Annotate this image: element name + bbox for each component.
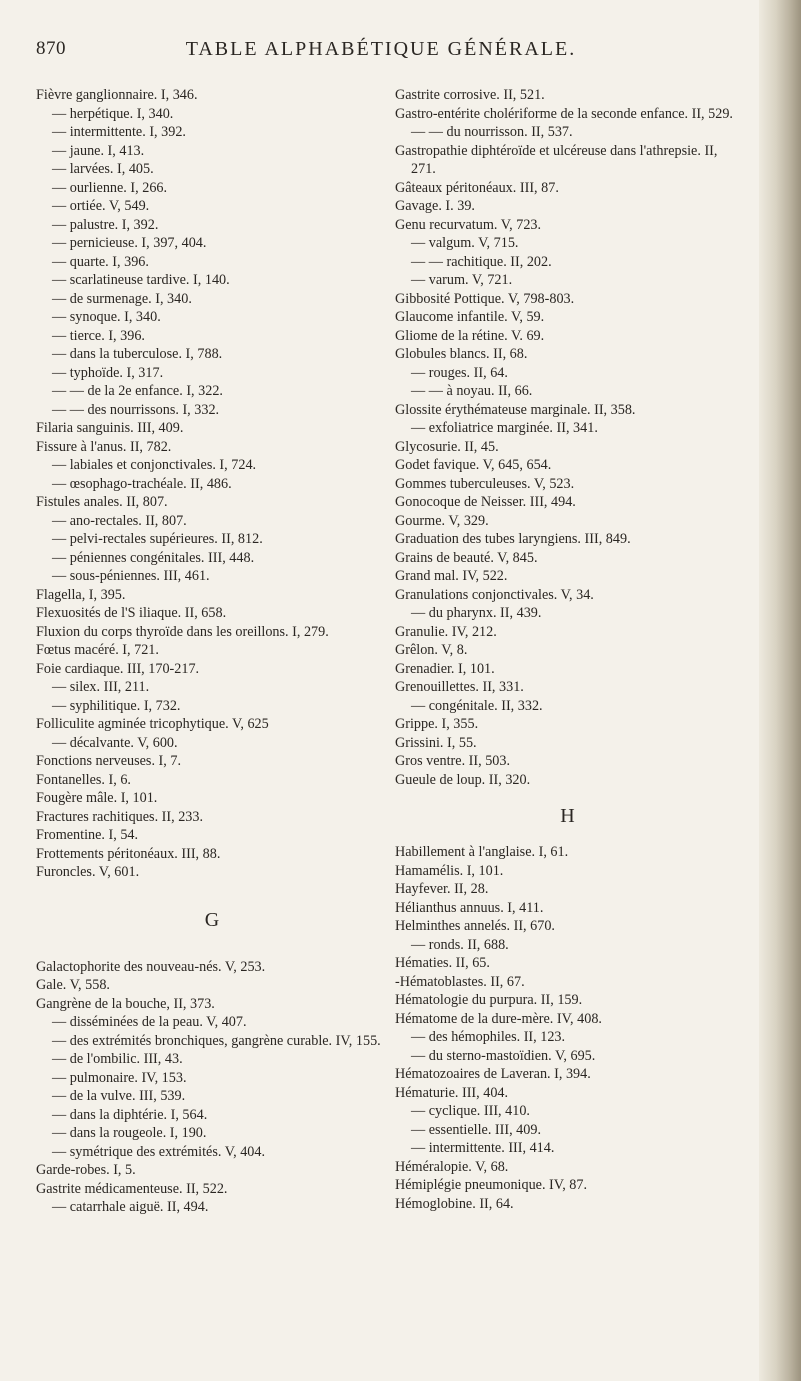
index-subentry: — tierce. I, 396. <box>52 327 145 344</box>
index-subentry: — syphilitique. I, 732. <box>52 697 181 714</box>
index-entry: Hélianthus annuus. I, 411. <box>395 899 544 916</box>
index-entry: Héméralopie. V, 68. <box>395 1158 509 1175</box>
index-entry: Godet favique. V, 645, 654. <box>395 457 552 473</box>
index-entry: Hémoglobine. II, 64. <box>395 1195 514 1212</box>
index-subentry: — congénitale. II, 332. <box>411 697 543 714</box>
index-entry: Gonocoque de Neisser. III, 494. <box>395 494 576 510</box>
index-subentry: — pulmonaire. IV, 153. <box>52 1069 187 1086</box>
index-subentry: — jaune. I, 413. <box>52 142 145 159</box>
index-entry: Globules blancs. II, 68. <box>395 346 528 362</box>
index-entry: Hémiplégie pneumonique. IV, 87. <box>395 1177 588 1193</box>
index-subentry: — disséminées de la peau. V, 407. <box>52 1014 247 1030</box>
index-entry: Hayfever. II, 28. <box>395 881 489 897</box>
index-subentry: — — à noyau. II, 66. <box>411 383 533 399</box>
index-subentry: — quarte. I, 396. <box>52 253 149 270</box>
section-heading: G <box>204 908 220 931</box>
index-entry: Frottements péritonéaux. III, 88. <box>36 845 221 862</box>
index-entry: Glycosurie. II, 45. <box>395 438 499 455</box>
index-subentry: — de la vulve. III, 539. <box>52 1088 186 1104</box>
index-subentry: — rouges. II, 64. <box>411 364 508 381</box>
index-entry: Fougère mâle. I, 101. <box>36 790 158 806</box>
index-subentry: — cyclique. III, 410. <box>411 1103 530 1119</box>
page-number: 870 <box>36 38 66 59</box>
index-entry: Gourme. V, 329. <box>395 512 489 529</box>
index-entry: Fonctions nerveuses. I, 7. <box>36 753 182 769</box>
index-entry: Grand mal. IV, 522. <box>395 568 508 584</box>
index-entry: Fractures rachitiques. II, 233. <box>36 808 204 825</box>
index-entry: Flexuosités de l'S iliaque. II, 658. <box>36 605 227 621</box>
index-subentry: — pernicieuse. I, 397, 404. <box>52 235 207 251</box>
section-heading: H <box>560 805 575 827</box>
index-subentry: — décalvante. V, 600. <box>52 734 178 751</box>
index-entry: Fromentine. I, 54. <box>36 827 139 843</box>
index-entry: Gastrite médicamenteuse. II, 522. <box>36 1180 228 1197</box>
index-subentry: — dans la diphtérie. I, 564. <box>52 1106 208 1123</box>
index-entry: Filaria sanguinis. III, 409. <box>36 420 184 436</box>
index-entry: Folliculite agminée tricophytique. V, 625 <box>36 716 269 732</box>
index-subentry: — palustre. I, 392. <box>52 216 159 233</box>
index-entry: Hématies. II, 65. <box>395 955 490 971</box>
index-subentry: — — rachitique. II, 202. <box>411 253 552 270</box>
page-header <box>36 38 726 68</box>
index-entry: Fissure à l'anus. II, 782. <box>36 438 172 455</box>
index-entry: Hématologie du purpura. II, 159. <box>395 992 583 1008</box>
index-subentry: — du sterno-mastoïdien. V, 695. <box>411 1047 596 1064</box>
index-subentry: — dans la tuberculose. I, 788. <box>52 346 223 362</box>
index-subentry: — catarrhale aiguë. II, 494. <box>52 1199 209 1215</box>
index-subentry: — pelvi-rectales supérieures. II, 812. <box>52 531 263 547</box>
index-entry: Habillement à l'anglaise. I, 61. <box>395 844 569 860</box>
index-entry: Hématozoaires de Laveran. I, 394. <box>395 1066 591 1082</box>
index-entry: Hamamélis. I, 101. <box>395 862 504 879</box>
index-subentry: — du pharynx. II, 439. <box>411 605 542 621</box>
index-entry: Gastropathie diphtéroïde et ulcéreuse dans l'athrepsie. II, 271. <box>395 142 718 177</box>
index-entry: Gibbosité Pottique. V, 798-803. <box>395 290 575 307</box>
index-subentry: — ano-rectales. II, 807. <box>52 512 187 529</box>
index-entry: Helminthes annelés. II, 670. <box>395 918 555 934</box>
index-entry: Gastro-entérite cholériforme de la seconde enfance. II, 529. <box>395 105 733 122</box>
index-entry: Glossite érythémateuse marginale. II, 358. <box>395 401 636 418</box>
index-subentry: — des extrémités bronchiques, gangrène curable. IV, 155. <box>52 1032 381 1049</box>
index-subentry: — intermittente. I, 392. <box>52 124 186 140</box>
index-subentry: — synoque. I, 340. <box>52 309 161 325</box>
index-subentry: — dans la rougeole. I, 190. <box>52 1125 207 1141</box>
index-entry: Grenouillettes. II, 331. <box>395 679 524 695</box>
index-subentry: — exfoliatrice marginée. II, 341. <box>411 420 598 436</box>
index-subentry: — symétrique des extrémités. V, 404. <box>52 1143 266 1160</box>
index-entry: Flagella, I, 395. <box>36 586 126 603</box>
index-entry: Gavage. I. 39. <box>395 198 475 214</box>
index-entry: Genu recurvatum. V, 723. <box>395 216 542 233</box>
index-entry: Grains de beauté. V, 845. <box>395 549 538 566</box>
index-entry: Gueule de loup. II, 320. <box>395 771 531 788</box>
index-entry: Fluxion du corps thyroïde dans les oreillons. I, 279. <box>36 623 329 640</box>
index-entry: Foie cardiaque. III, 170-217. <box>36 660 200 677</box>
index-subentry: — — de la 2e enfance. I, 322. <box>52 383 223 399</box>
index-entry: Gommes tuberculeuses. V, 523. <box>395 475 575 492</box>
index-entry: Glaucome infantile. V, 59. <box>395 309 545 325</box>
index-entry: Fœtus macéré. I, 721. <box>36 642 159 658</box>
index-subentry: — œsophago-trachéale. II, 486. <box>52 475 232 492</box>
index-subentry: — péniennes congénitales. III, 448. <box>52 549 255 566</box>
index-entry: Gastrite corrosive. II, 521. <box>395 87 545 103</box>
index-entry: Gliome de la rétine. V. 69. <box>395 327 545 344</box>
page-edge-shadow <box>759 0 801 1381</box>
index-subentry: — silex. III, 211. <box>52 679 150 695</box>
index-entry: Gâteaux péritonéaux. III, 87. <box>395 179 559 196</box>
index-subentry: — ronds. II, 688. <box>411 936 509 953</box>
index-entry: Grêlon. V, 8. <box>395 642 468 658</box>
index-column-left <box>36 86 388 1217</box>
index-entry: Grissini. I, 55. <box>395 734 477 751</box>
index-subentry: — intermittente. III, 414. <box>411 1140 555 1156</box>
index-subentry: — ourlienne. I, 266. <box>52 179 168 196</box>
index-subentry: — scarlatineuse tardive. I, 140. <box>52 272 230 288</box>
index-subentry: — typhoïde. I, 317. <box>52 364 164 381</box>
index-entry: Hématome de la dure-mère. IV, 408. <box>395 1010 602 1027</box>
index-entry: Gros ventre. II, 503. <box>395 753 511 769</box>
index-subentry: — — des nourrissons. I, 332. <box>52 401 220 418</box>
index-subentry: — herpétique. I, 340. <box>52 105 174 122</box>
index-entry: Granulations conjonctivales. V, 34. <box>395 586 594 603</box>
index-subentry: — sous-péniennes. III, 461. <box>52 568 210 584</box>
index-entry: Furoncles. V, 601. <box>36 864 140 880</box>
index-subentry: — de surmenage. I, 340. <box>52 290 192 307</box>
index-column-right <box>395 86 740 1213</box>
index-entry: Fistules anales. II, 807. <box>36 494 168 510</box>
running-head: TABLE ALPHABÉTIQUE GÉNÉRALE. <box>185 38 577 60</box>
index-subentry: — valgum. V, 715. <box>411 235 519 251</box>
index-entry: Graduation des tubes laryngiens. III, 849. <box>395 531 631 547</box>
index-entry: Hématurie. III, 404. <box>395 1084 509 1101</box>
index-entry: Gale. V, 558. <box>36 977 110 993</box>
index-entry: Garde-robes. I, 5. <box>36 1162 136 1178</box>
index-subentry: — — du nourrisson. II, 537. <box>411 124 573 140</box>
index-subentry: — essentielle. III, 409. <box>411 1121 542 1138</box>
index-entry: Fontanelles. I, 6. <box>36 771 131 788</box>
index-subentry: — de l'ombilic. III, 43. <box>52 1051 183 1067</box>
index-subentry: — varum. V, 721. <box>411 272 513 288</box>
index-entry: Grippe. I, 355. <box>395 716 479 732</box>
index-subentry: — larvées. I, 405. <box>52 161 154 177</box>
index-subentry: — ortiée. V, 549. <box>52 198 150 214</box>
index-subentry: — des hémophiles. II, 123. <box>411 1029 566 1045</box>
index-entry: Galactophorite des nouveau-nés. V, 253. <box>36 958 266 975</box>
index-subentry: — labiales et conjonctivales. I, 724. <box>52 457 257 473</box>
index-entry: Grenadier. I, 101. <box>395 660 495 677</box>
index-entry: -Hématoblastes. II, 67. <box>395 973 525 990</box>
index-entry: Fièvre ganglionnaire. I, 346. <box>36 87 198 103</box>
index-entry: Granulie. IV, 212. <box>395 623 497 640</box>
index-entry: Gangrène de la bouche, II, 373. <box>36 995 215 1012</box>
